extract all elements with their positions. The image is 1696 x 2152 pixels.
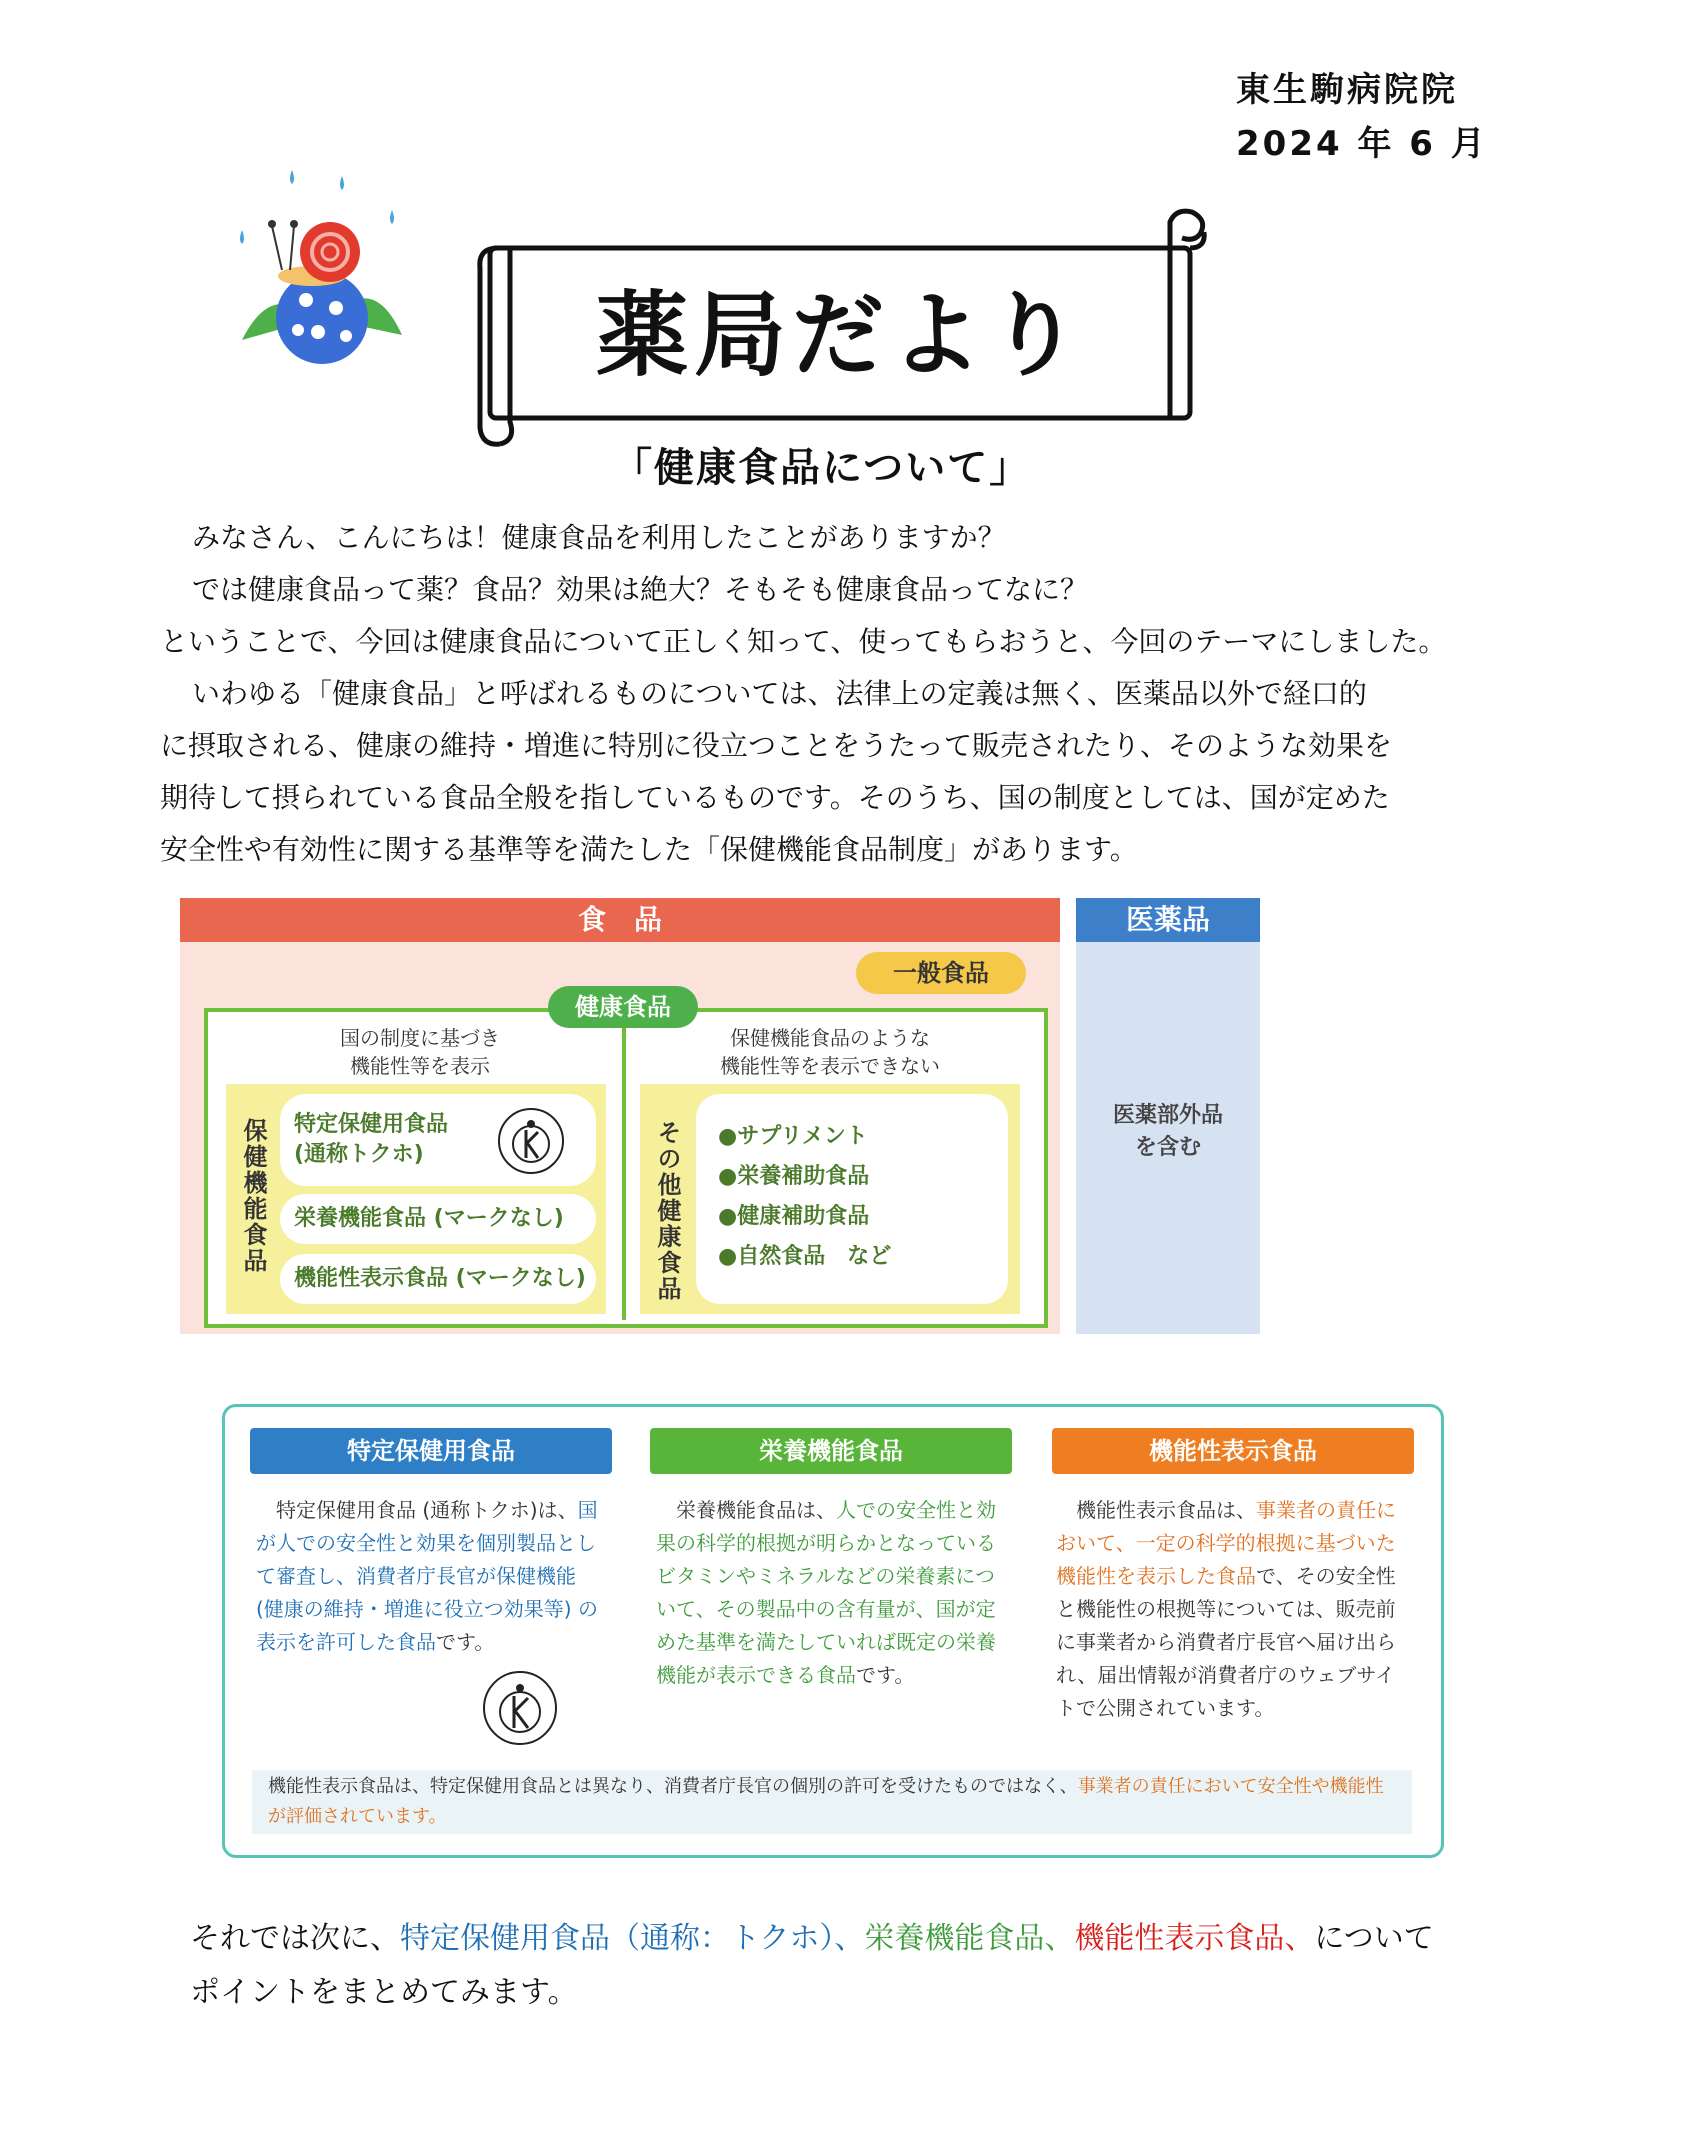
caption-line: 機能性等を表示できない [720,1054,940,1078]
quasi-drug-line: を含む [1134,1135,1201,1160]
caption-line: 国の制度に基づき [340,1026,500,1050]
issue-date: 2024 年 6 月 [1236,124,1488,164]
caption-line: 保健機能食品のような [730,1026,930,1050]
functional-header: 機能性表示食品 [1052,1428,1414,1474]
tokuho-line: (通称トクホ) [294,1142,424,1167]
raindrop-icon [390,210,394,224]
tokuho-line: 特定保健用食品 [294,1112,449,1137]
intro-line: では健康食品って薬？食品？効果は絶大？そもそも健康食品ってなに？ [192,573,1089,606]
tokuho-mark-icon [494,1104,568,1178]
closing-highlight-nutrition: 栄養機能食品、 [864,1921,1075,1956]
desc-highlight: 人での安全性と効果の科学的根拠が明らかとなっているビタミンやミネラルなどの栄養素について、その製品中の含有量が、国が定めた基準を満たしていれば既定の栄養機能が表示できる食品 [656,1498,996,1687]
functional-label-pill: 機能性表示食品 (マークなし) [280,1254,596,1304]
desc-text: 栄養機能食品は、 [656,1498,836,1522]
desc-text: です。 [856,1663,915,1687]
tokuho-mark-icon [478,1666,562,1752]
left-caption [222,1024,618,1080]
closing-line-1 [190,1912,1434,1966]
nutrition-function-pill: 栄養機能食品 (マークなし) [280,1194,596,1244]
desc-text: で、その安全性と機能性の根拠等については、販売前に事業者から消費者庁長官へ届け出られ、届出情報が消費者庁のウェブサイトで公開されています。 [1056,1564,1396,1720]
intro-line: 期待して摂られている食品全般を指しているものです。そのうち、国の制度としては、国が定めた [160,781,1390,814]
closing-highlight-tokuho: 特定保健用食品（通称：トクホ）、 [400,1921,865,1956]
desc-highlight: 事業者の責任において、一定の科学的根拠に基づいた機能性を表示した食品 [1056,1498,1396,1588]
snail-hydrangea-illustration [232,170,412,370]
intro-line: ということで、今回は健康食品について正しく知って、使ってもらおうと、今回のテーマにしました。 [160,625,1447,658]
hospital-name: 東生駒病院院 [1236,70,1458,110]
nutrition-description [656,1494,1008,1692]
other-health-food-list [696,1094,1008,1304]
list-item: ●サプリメント [718,1124,868,1149]
snail-shell [300,222,360,282]
functional-note [252,1770,1412,1834]
divider [622,1012,626,1320]
closing-line-2: ポイントをまとめてみます。 [190,1975,578,2010]
raindrop-icon [290,170,294,184]
tokuho-description [256,1494,608,1659]
other-health-food-label: その他健康食品 [653,1120,681,1302]
desc-highlight: 国が人での安全性と効果を個別製品として審査し、消費者庁長官が保健機能 (健康の維持・増進に役立つ効果等) の表示を許可した食品 [256,1498,598,1654]
intro-line: みなさん、こんにちは！健康食品を利用したことがありますか？ [192,521,1006,554]
note-text: 機能性表示食品は、特定保健用食品とは異なり、消費者庁長官の個別の許可を受けたものではなく、 [268,1776,1078,1797]
note-highlight: 事業者の責任において安全性や機能性が評価されています。 [268,1776,1384,1827]
right-caption [632,1024,1028,1080]
desc-text: は、 [537,1498,578,1522]
intro-line: に摂取される、健康の維持・増進に特別に役立つことをうたって販売されたり、そのような効果を [160,729,1393,762]
nutrition-header: 栄養機能食品 [650,1428,1012,1474]
quasi-drug-note [1076,1100,1260,1164]
newsletter-title: 薬局だより [596,282,1087,389]
raindrop-icon [240,230,244,244]
caption-line: 機能性等を表示 [350,1054,490,1078]
hydrangea-icon [276,272,368,364]
list-item: ●健康補助食品 [718,1204,870,1229]
desc-text: 特定保健用食品 (通称トクホ) [256,1498,538,1522]
article-title: 「健康食品について」 [612,445,1032,491]
tokuho-header: 特定保健用食品 [250,1428,612,1474]
raindrop-icon [340,176,344,190]
intro-line: 安全性や有効性に関する基準等を満たした「保健機能食品制度」があります。 [160,833,1138,866]
functional-description [1056,1494,1412,1725]
list-item: ●栄養補助食品 [718,1164,870,1189]
health-food-badge: 健康食品 [548,986,698,1028]
health-function-label: 保健機能食品 [239,1118,267,1274]
desc-text: です。 [436,1630,495,1654]
closing-text: について [1314,1921,1434,1956]
intro-line: いわゆる「健康食品」と呼ばれるものについては、法律上の定義は無く、医薬品以外で経口的 [192,677,1367,710]
list-item: ●自然食品 など [718,1244,892,1269]
food-header: 食 品 [180,898,1060,942]
tokuho-pill [280,1094,596,1186]
desc-text: 機能性表示食品は、 [1056,1498,1256,1522]
medicine-header: 医薬品 [1076,898,1260,942]
quasi-drug-line: 医薬部外品 [1112,1103,1223,1128]
closing-highlight-functional: 機能性表示食品、 [1074,1921,1315,1956]
general-food-badge: 一般食品 [856,952,1026,994]
closing-text: それでは次に、 [190,1921,400,1956]
